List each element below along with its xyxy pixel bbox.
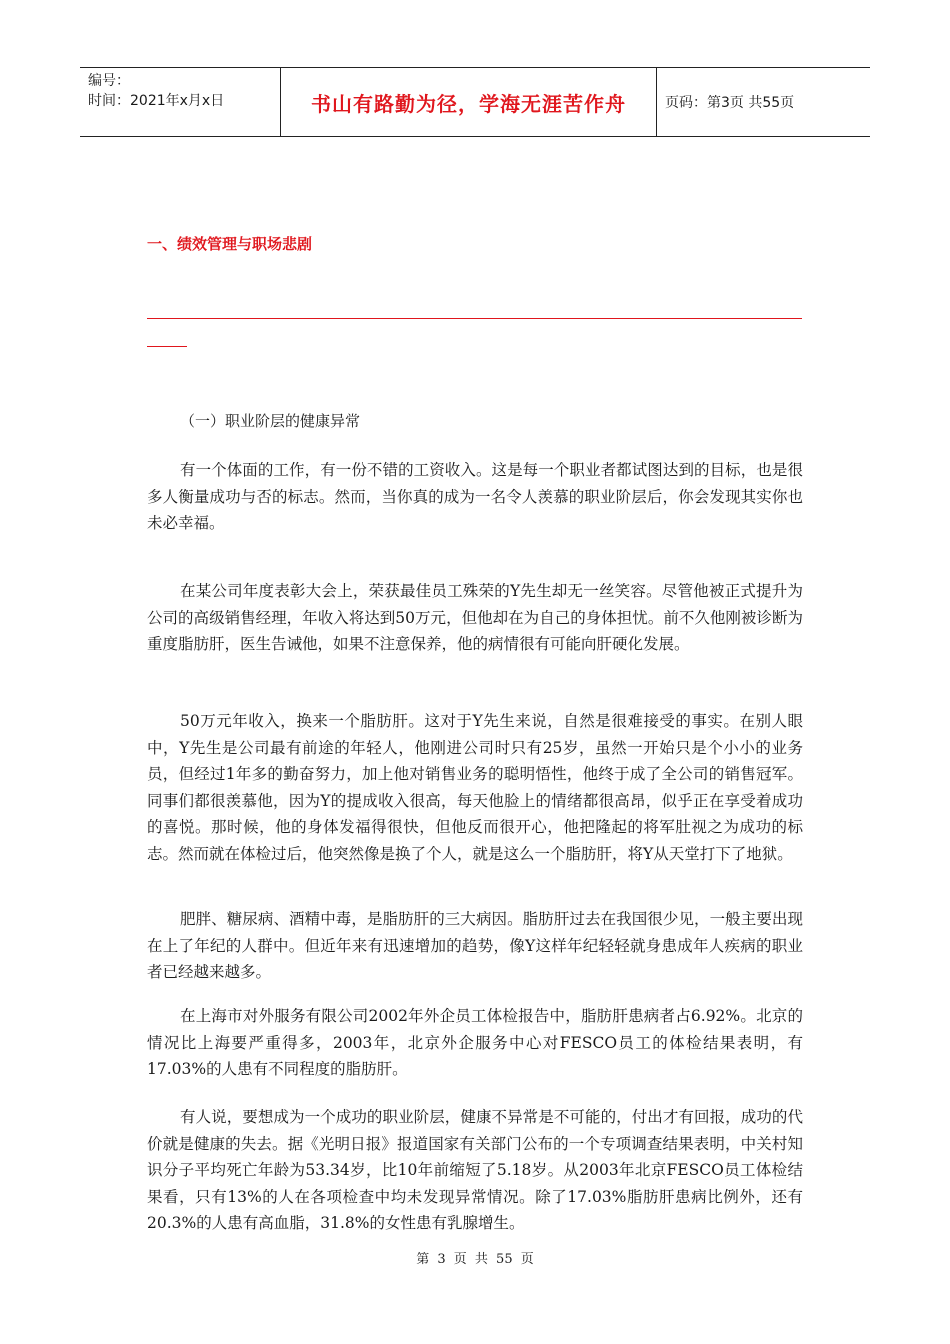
paragraph: 50万元年收入，换来一个脂肪肝。这对于Y先生来说，自然是很难接受的事实。在别人眼中，Y先生是公司最有前途的年轻人，他刚进公司时只有25岁，虽然一开始只是个小小的业务员，但经过1年多的勤奋努力，加上他对销售业务的聪明悟性，他终于成了全公司的销售冠军。同事们都很羡慕他，因为Y的提成收入很高，每天他脸上的情绪都很高昂，似乎正在享受着成功的喜悦。那时候，他的身体发福得很快，但他反而很开心，他把隆起的将军肚视之为成功的标志。然而就在体检过后，他突然像是换了个人，就是这么一个脂肪肝，将Y从天堂打下了地狱。 bbox=[147, 712, 803, 863]
header-motto-cell bbox=[281, 68, 657, 136]
paragraph: 在上海市对外服务有限公司2002年外企员工体检报告中，脂肪肝患病者占6.92%。北京的情况比上海要严重得多，2003年，北京外企服务中心对FESCO员工的体检结果表明，有17.03%的人患有不同程度的脂肪肝。 bbox=[147, 1007, 803, 1078]
paragraph: 在某公司年度表彰大会上，荣获最佳员工殊荣的Y先生却无一丝笑容。尽管他被正式提升为公司的高级销售经理，年收入将达到50万元，但他却在为自己的身体担忧。前不久他刚被诊断为重度脂肪肝，医生告诫他，如果不注意保养，他的病情很有可能向肝硬化发展。 bbox=[147, 582, 803, 653]
sub-section-title: （一）职业阶层的健康异常 bbox=[180, 412, 361, 430]
motto-text: 书山有路勤为径，学海无涯苦作舟 bbox=[311, 91, 626, 116]
red-divider-line bbox=[147, 318, 802, 319]
paragraph: 肥胖、糖尿病、酒精中毒，是脂肪肝的三大病因。脂肪肝过去在我国很少见，一般主要出现在上了年纪的人群中。但近年来有迅速增加的趋势，像Y这样年纪轻轻就身患成年人疾病的职业者已经越来越多。 bbox=[147, 910, 803, 981]
header-page-cell bbox=[657, 68, 870, 136]
section-title: 一、绩效管理与职场悲剧 bbox=[147, 235, 313, 253]
paragraph: 有人说，要想成为一个成功的职业阶层，健康不异常是不可能的，付出才有回报，成功的代价就是健康的失去。据《光明日报》报道国家有关部门公布的一个专项调查结果表明，中关村知识分子平均死亡年龄为53.34岁，比10年前缩短了5.18岁。从2003年北京FESCO员工体检结果看，只有13%的人在各项检查中均未发现异常情况。除了17.03%脂肪肝患病比例外，还有20.3%的人患有高血脂，31.8%的女性患有乳腺增生。 bbox=[147, 1108, 803, 1232]
serial-number-label: 编号： bbox=[88, 73, 130, 89]
document-header bbox=[80, 67, 870, 137]
red-divider-line-end bbox=[147, 346, 187, 347]
page-info: 页码：第3页 共55页 bbox=[665, 95, 795, 111]
page-footer: 第 3 页 共 55 页 bbox=[416, 1252, 534, 1267]
header-meta-cell bbox=[80, 68, 281, 136]
time-label: 时间：2021年x月x日 bbox=[88, 93, 225, 109]
paragraph: 有一个体面的工作，有一份不错的工资收入。这是每一个职业者都试图达到的目标，也是很多人衡量成功与否的标志。然而，当你真的成为一名令人羡慕的职业阶层后，你会发现其实你也未必幸福。 bbox=[147, 461, 803, 532]
